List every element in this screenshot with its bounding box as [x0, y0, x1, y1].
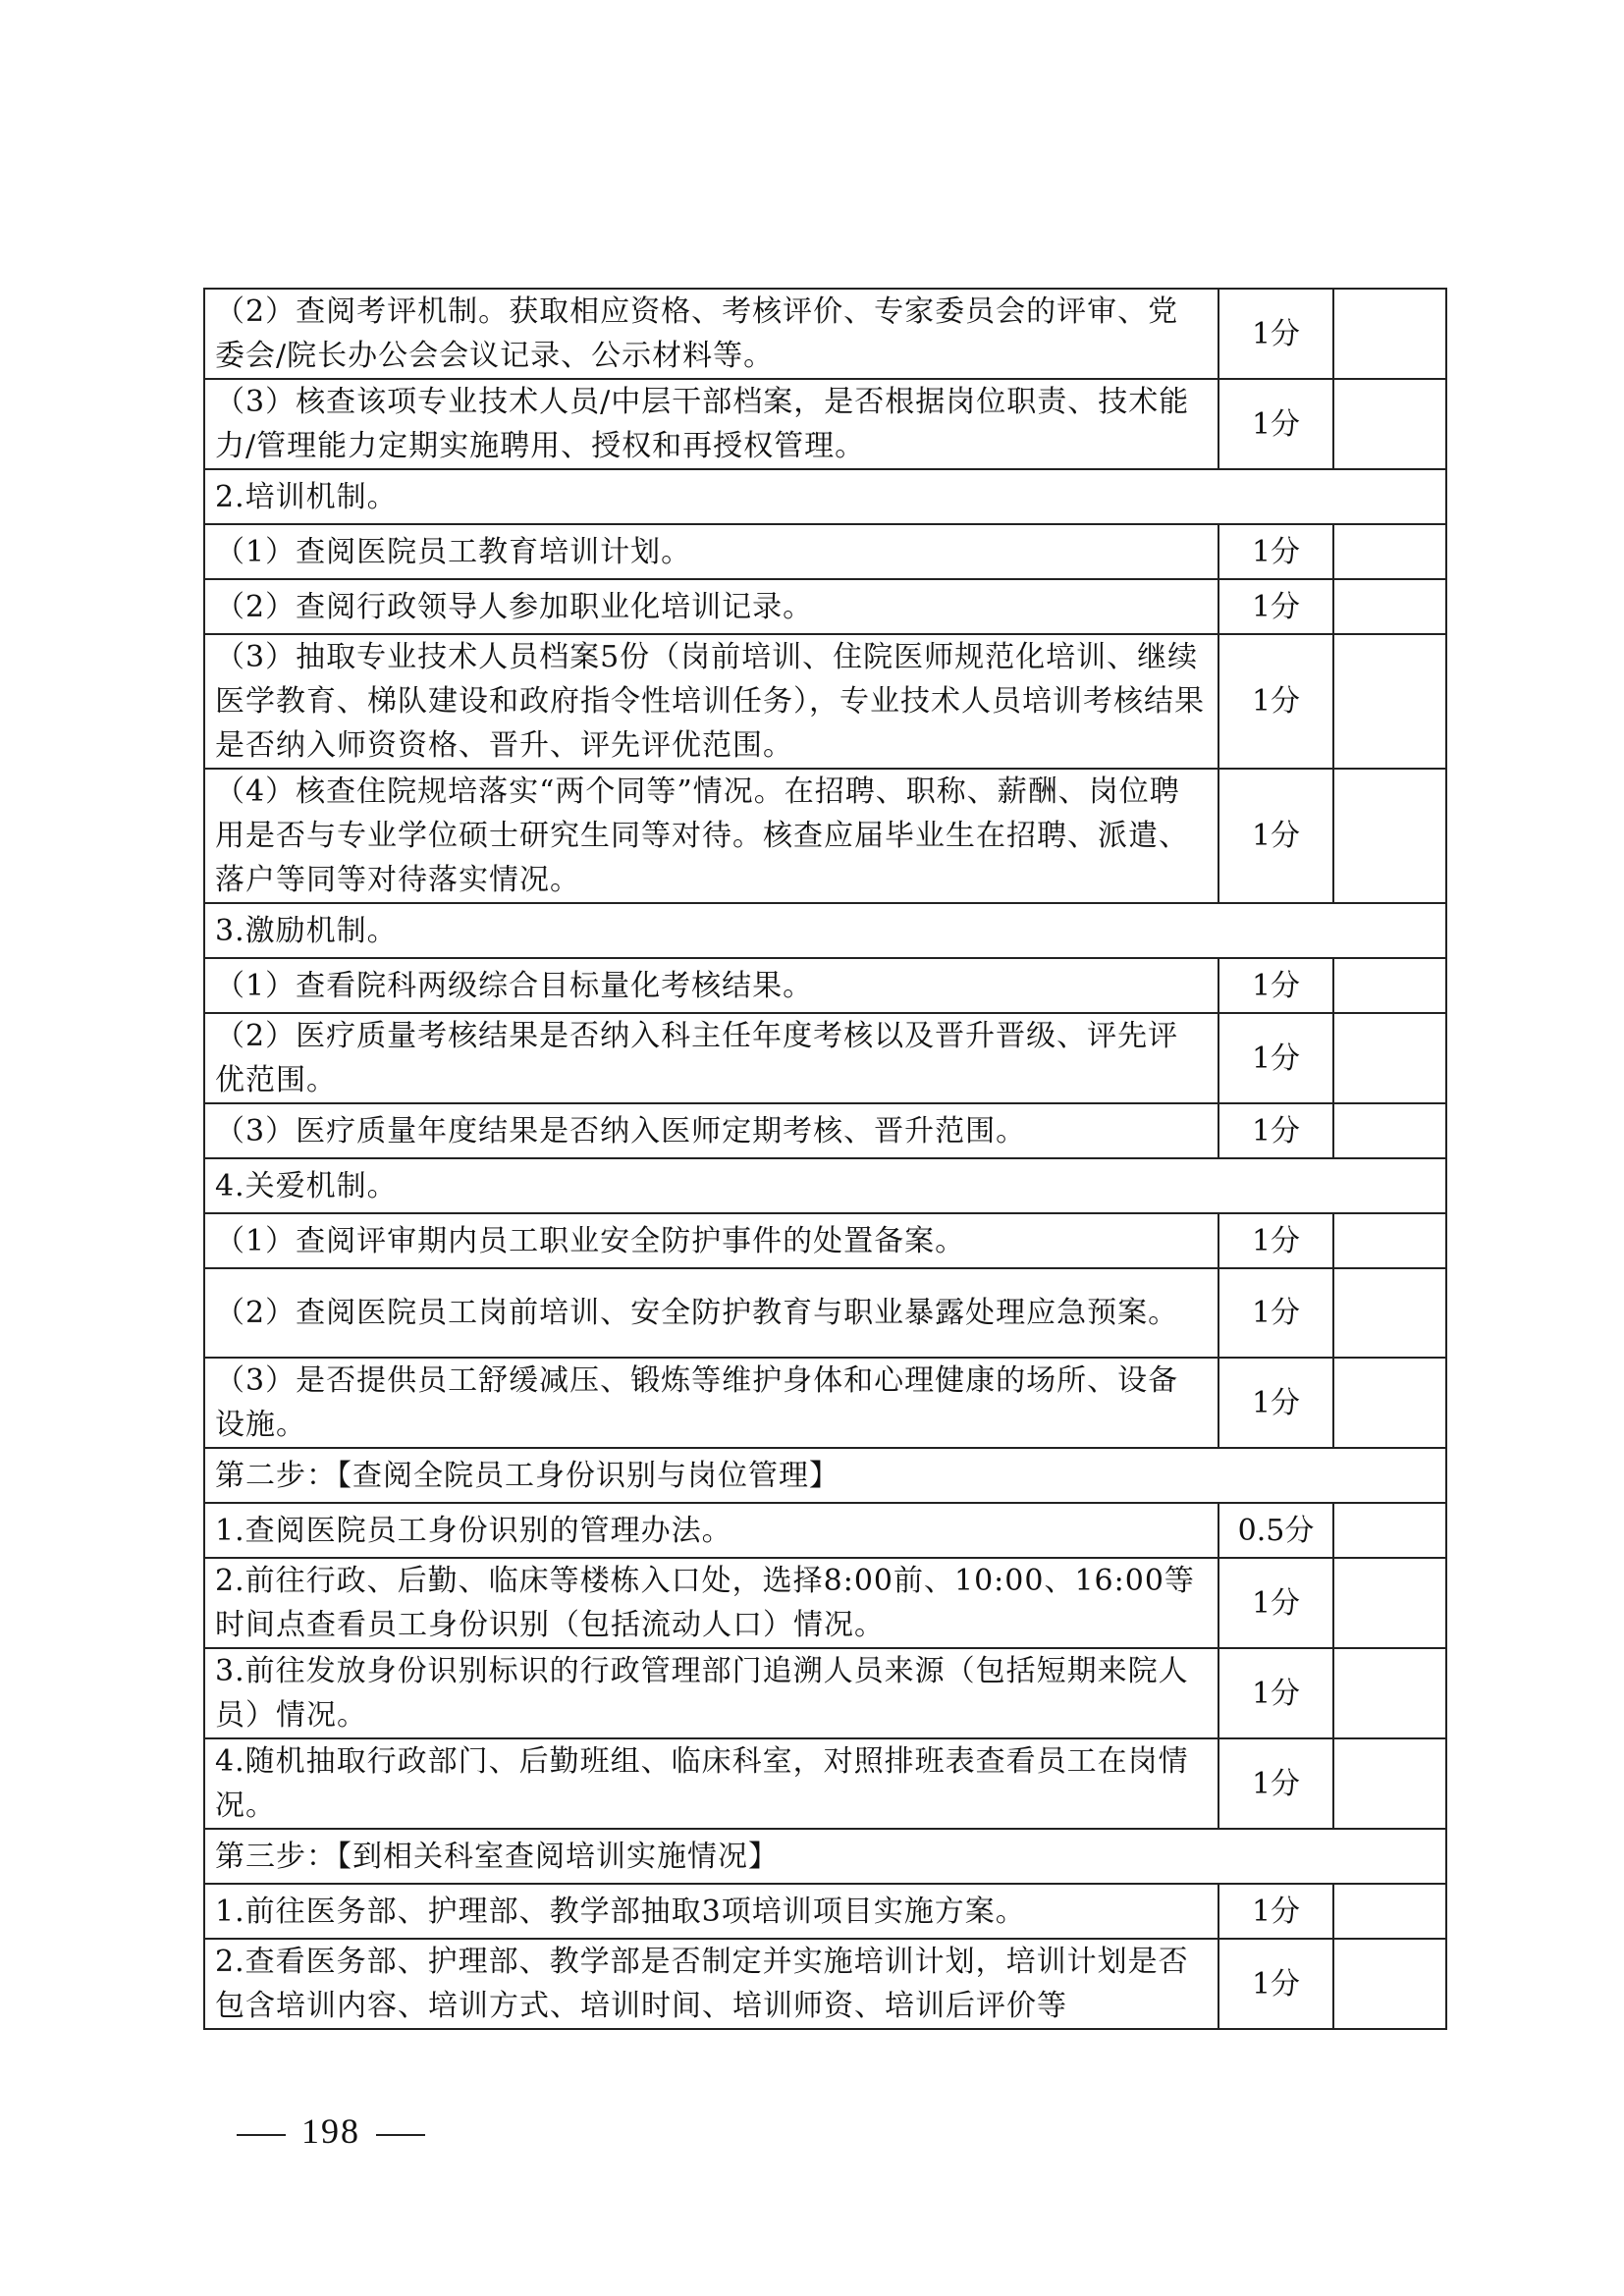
section-row: [204, 469, 1446, 524]
item-score: 1分: [1218, 579, 1333, 634]
section-title: 第三步：【到相关科室查阅培训实施情况】: [204, 1829, 1446, 1884]
item-score: 1分: [1218, 1648, 1333, 1738]
item-result-cell: [1333, 289, 1446, 379]
item-result-cell: [1333, 1358, 1446, 1448]
section-title: 2.培训机制。: [204, 469, 1446, 524]
item-score: 1分: [1218, 289, 1333, 379]
section-row: [204, 1448, 1446, 1503]
item-text: （4）核查住院规培落实“两个同等”情况。在招聘、职称、薪酬、岗位聘用是否与专业学位硕士研究生同等对待。核查应届毕业生在招聘、派遣、落户等同等对待落实情况。: [204, 769, 1218, 903]
item-text: （2）查阅行政领导人参加职业化培训记录。: [204, 579, 1218, 634]
table-row: [204, 579, 1446, 634]
section-row: [204, 1829, 1446, 1884]
section-row: [204, 1158, 1446, 1213]
item-score: 1分: [1218, 1558, 1333, 1648]
item-score: 1分: [1218, 1213, 1333, 1268]
table-row: [204, 289, 1446, 379]
item-score: 1分: [1218, 1738, 1333, 1829]
item-text: 1.前往医务部、护理部、教学部抽取3项培训项目实施方案。: [204, 1884, 1218, 1939]
item-score: 0.5分: [1218, 1503, 1333, 1558]
item-score: 1分: [1218, 379, 1333, 469]
table-row: [204, 1558, 1446, 1648]
item-score: 1分: [1218, 1884, 1333, 1939]
item-result-cell: [1333, 958, 1446, 1013]
item-result-cell: [1333, 1103, 1446, 1158]
table-row: [204, 634, 1446, 769]
table-row: [204, 1648, 1446, 1738]
table-row: [204, 1268, 1446, 1358]
item-score: 1分: [1218, 524, 1333, 579]
table-row: [204, 379, 1446, 469]
item-score: 1分: [1218, 1013, 1333, 1103]
table-row: [204, 769, 1446, 903]
item-result-cell: [1333, 769, 1446, 903]
item-score: 1分: [1218, 1103, 1333, 1158]
item-text: （3）医疗质量年度结果是否纳入医师定期考核、晋升范围。: [204, 1103, 1218, 1158]
item-text: （3）抽取专业技术人员档案5份（岗前培训、住院医师规范化培训、继续医学教育、梯队建设和政府指令性培训任务），专业技术人员培训考核结果是否纳入师资资格、晋升、评先评优范围。: [204, 634, 1218, 769]
item-score: 1分: [1218, 769, 1333, 903]
footer-dash-right: [376, 2134, 425, 2136]
item-result-cell: [1333, 1213, 1446, 1268]
item-result-cell: [1333, 1013, 1446, 1103]
page-footer: [221, 2110, 441, 2152]
item-text: （1）查阅评审期内员工职业安全防护事件的处置备案。: [204, 1213, 1218, 1268]
item-score: 1分: [1218, 1939, 1333, 2029]
item-score: 1分: [1218, 1358, 1333, 1448]
item-text: （3）核查该项专业技术人员/中层干部档案，是否根据岗位职责、技术能力/管理能力定期实施聘用、授权和再授权管理。: [204, 379, 1218, 469]
item-text: 2.前往行政、后勤、临床等楼栋入口处，选择8:00前、10:00、16:00等时间点查看员工身份识别（包括流动人口）情况。: [204, 1558, 1218, 1648]
section-title: 4.关爱机制。: [204, 1158, 1446, 1213]
table-row: [204, 958, 1446, 1013]
item-result-cell: [1333, 579, 1446, 634]
table-row: [204, 1103, 1446, 1158]
section-title: 3.激励机制。: [204, 903, 1446, 958]
item-score: 1分: [1218, 958, 1333, 1013]
item-result-cell: [1333, 379, 1446, 469]
item-result-cell: [1333, 1939, 1446, 2029]
item-text: （2）查阅考评机制。获取相应资格、考核评价、专家委员会的评审、党委会/院长办公会会议记录、公示材料等。: [204, 289, 1218, 379]
item-text: 1.查阅医院员工身份识别的管理办法。: [204, 1503, 1218, 1558]
item-result-cell: [1333, 1503, 1446, 1558]
item-text: （3）是否提供员工舒缓减压、锻炼等维护身体和心理健康的场所、设备设施。: [204, 1358, 1218, 1448]
item-result-cell: [1333, 1268, 1446, 1358]
item-text: 3.前往发放身份识别标识的行政管理部门追溯人员来源（包括短期来院人员）情况。: [204, 1648, 1218, 1738]
item-score: 1分: [1218, 1268, 1333, 1358]
assessment-table: [203, 288, 1447, 2030]
item-result-cell: [1333, 1558, 1446, 1648]
item-text: 2.查看医务部、护理部、教学部是否制定并实施培训计划，培训计划是否包含培训内容、培训方式、培训时间、培训师资、培训后评价等: [204, 1939, 1218, 2029]
table-row: [204, 1503, 1446, 1558]
item-result-cell: [1333, 524, 1446, 579]
table-row: [204, 1013, 1446, 1103]
table-row: [204, 1884, 1446, 1939]
item-text: （2）医疗质量考核结果是否纳入科主任年度考核以及晋升晋级、评先评优范围。: [204, 1013, 1218, 1103]
item-text: 4.随机抽取行政部门、后勤班组、临床科室，对照排班表查看员工在岗情况。: [204, 1738, 1218, 1829]
item-text: （2）查阅医院员工岗前培训、安全防护教育与职业暴露处理应急预案。: [204, 1268, 1218, 1358]
item-result-cell: [1333, 1648, 1446, 1738]
item-text: （1）查阅医院员工教育培训计划。: [204, 524, 1218, 579]
section-title: 第二步：【查阅全院员工身份识别与岗位管理】: [204, 1448, 1446, 1503]
item-score: 1分: [1218, 634, 1333, 769]
table-row: [204, 1358, 1446, 1448]
table-row: [204, 1738, 1446, 1829]
table-row: [204, 1939, 1446, 2029]
section-row: [204, 903, 1446, 958]
item-text: （1）查看院科两级综合目标量化考核结果。: [204, 958, 1218, 1013]
item-result-cell: [1333, 634, 1446, 769]
footer-dash-left: [237, 2134, 286, 2136]
table-row: [204, 1213, 1446, 1268]
item-result-cell: [1333, 1884, 1446, 1939]
item-result-cell: [1333, 1738, 1446, 1829]
page-number: 198: [301, 2111, 360, 2151]
table-row: [204, 524, 1446, 579]
